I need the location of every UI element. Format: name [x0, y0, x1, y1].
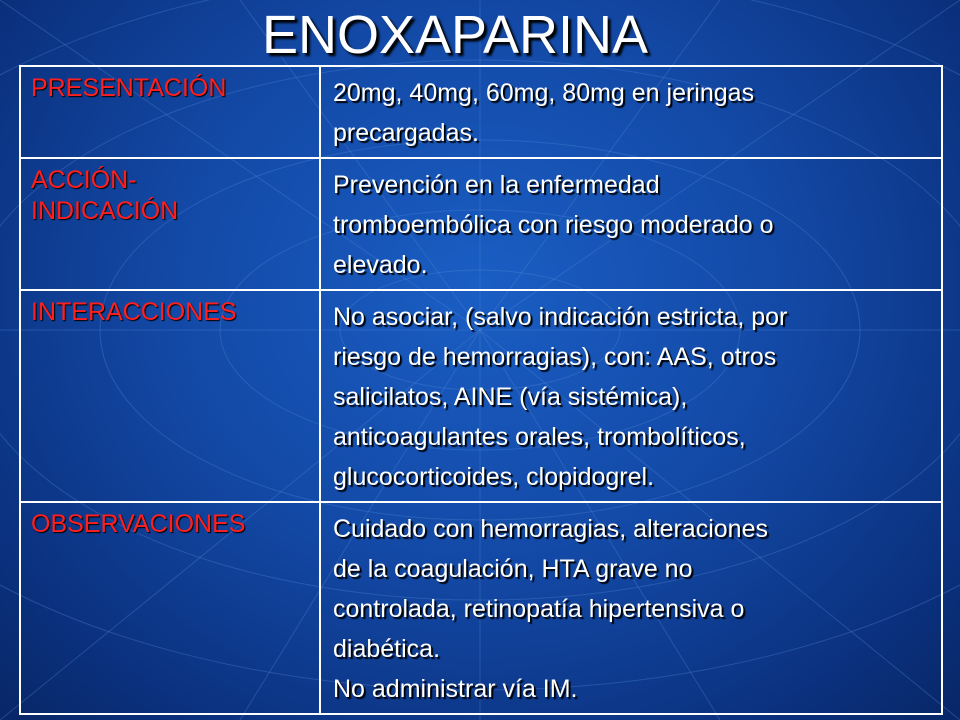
table-row-presentacion: [20, 66, 942, 158]
value-line: elevado.: [333, 251, 428, 279]
row-value: [320, 66, 942, 158]
value-line: salicilatos, AINE (vía sistémica),: [333, 383, 688, 411]
table-row-observaciones: [20, 502, 942, 714]
drug-info-table: [19, 65, 943, 715]
table-row-accion-indicacion: [20, 158, 942, 290]
value-line: precargadas.: [333, 119, 479, 147]
value-line: de la coagulación, HTA grave no: [333, 555, 693, 583]
slide-title: ENOXAPARINA: [261, 5, 649, 65]
value-line: riesgo de hemorragias), con: AAS, otros: [333, 343, 777, 371]
value-line: controlada, retinopatía hipertensiva o: [333, 595, 745, 623]
row-value: [320, 158, 942, 290]
value-line: anticoagulantes orales, trombolíticos,: [333, 423, 746, 451]
label-line: ACCIÓN-: [31, 166, 137, 194]
row-label: [20, 158, 320, 290]
value-line: No asociar, (salvo indicación estricta, por: [333, 303, 788, 331]
value-line: Cuidado con hemorragias, alteraciones: [333, 515, 768, 543]
value-line: diabética.: [333, 635, 441, 663]
value-line: No administrar vía IM.: [333, 675, 578, 703]
value-line: glucocorticoides, clopidogrel.: [333, 463, 655, 491]
row-label: INTERACCIONES: [20, 290, 320, 502]
value-line: Prevención en la enfermedad: [333, 171, 660, 199]
table-row-interacciones: [20, 290, 942, 502]
row-label: PRESENTACIÓN: [20, 66, 320, 158]
value-line: tromboembólica con riesgo moderado o: [333, 211, 774, 239]
value-line: 20mg, 40mg, 60mg, 80mg en jeringas: [333, 79, 755, 107]
row-value: [320, 290, 942, 502]
row-label: OBSERVACIONES: [20, 502, 320, 714]
label-line: INDICACIÓN: [31, 197, 179, 225]
row-value: [320, 502, 942, 714]
